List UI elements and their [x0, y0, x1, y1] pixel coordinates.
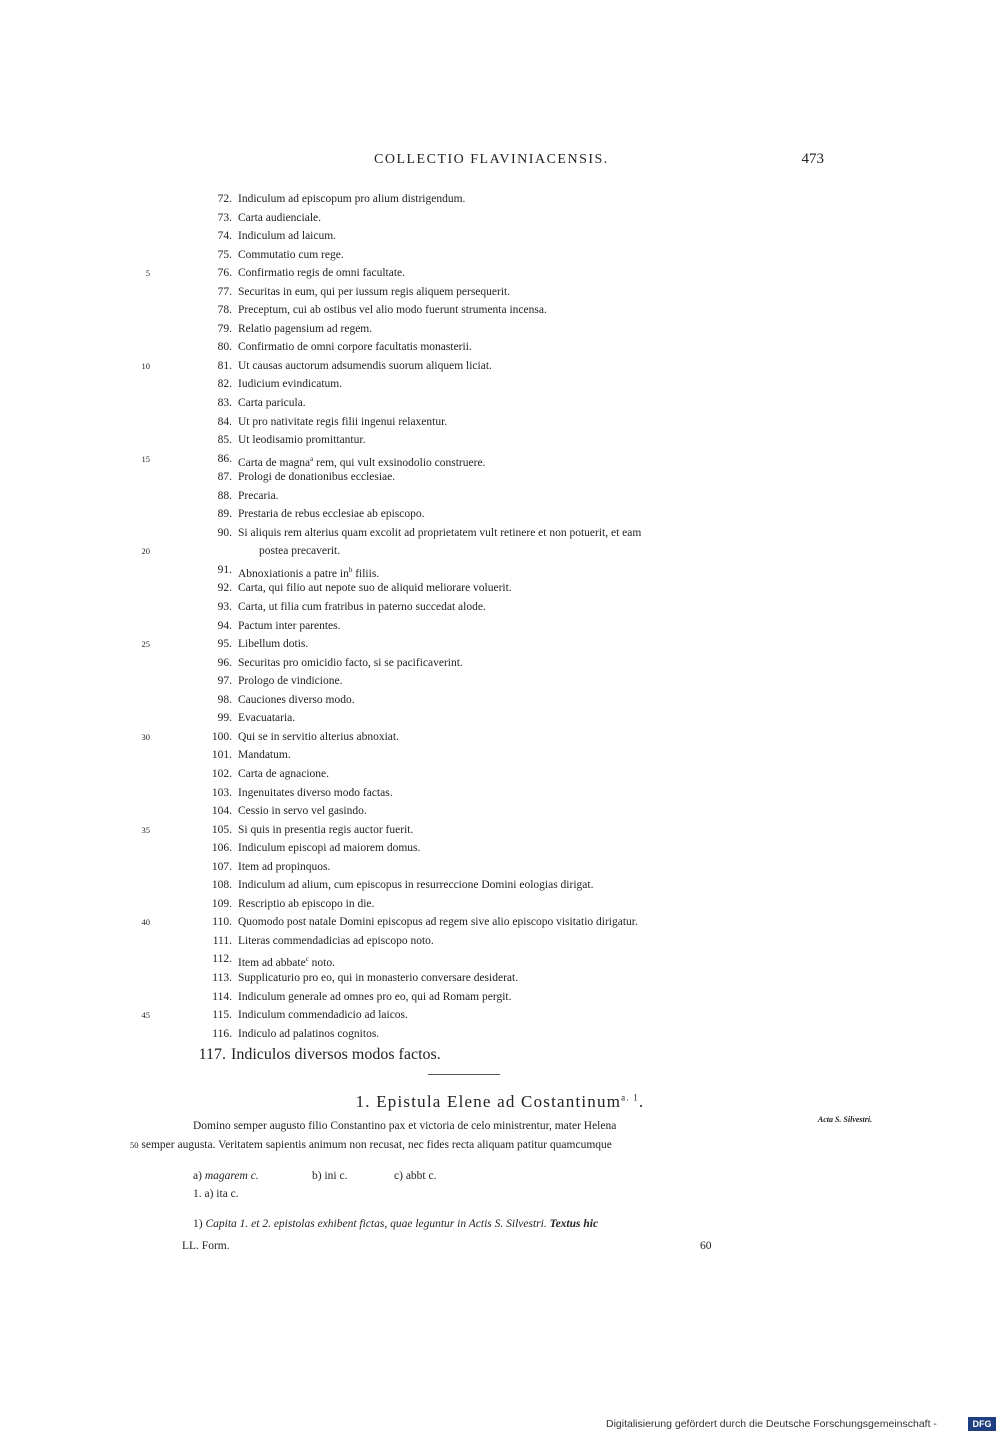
- toc-entry: [0, 338, 1000, 357]
- toc-number: 96.: [217, 656, 232, 669]
- toc-text: Securitas in eum, qui per iussum regis aliquem persequerit.: [238, 285, 511, 298]
- toc-number: 79.: [217, 322, 232, 335]
- toc-text: Cauciones diverso modo.: [238, 693, 355, 706]
- toc-text: Quomodo post natale Domini episcopus ad regem sive alio episcopo visitatio dirigatur.: [238, 916, 638, 929]
- toc-text: Abnoxiationis a patre $in^b$ filiis.: [238, 565, 380, 580]
- toc-text: Indiculum episcopi ad maiorem domus.: [238, 842, 421, 855]
- toc-number: 76.: [217, 267, 232, 280]
- toc-number: 97.: [217, 675, 232, 688]
- toc-number: 84.: [217, 415, 232, 428]
- toc-text: Si quis in presentia regis auctor fuerit.: [238, 823, 414, 836]
- toc-entry: [0, 895, 1000, 914]
- toc-number: 72.: [217, 193, 232, 205]
- toc-number: 101.: [211, 749, 232, 762]
- toc-number: 90.: [217, 526, 232, 539]
- toc-text: Carta de magna$^a$ rem, qui vult exsinodolio construere.: [238, 454, 486, 469]
- toc-text: Carta paricula.: [238, 397, 306, 410]
- table-of-contents: [0, 190, 1000, 1067]
- toc-entry: [0, 654, 1000, 673]
- toc-number: 80.: [217, 341, 232, 354]
- toc-entry: [0, 264, 1000, 283]
- toc-entry: [0, 394, 1000, 413]
- toc-entry: [0, 487, 1000, 506]
- toc-number: 88.: [217, 489, 232, 502]
- toc-number: 91.: [217, 563, 232, 576]
- toc-number: 95.: [217, 638, 232, 651]
- toc-number: 104.: [211, 805, 232, 818]
- toc-number: 100.: [211, 730, 232, 743]
- toc-number: 74.: [217, 230, 232, 243]
- toc-entry: [0, 876, 1000, 895]
- toc-text: Carta, ut filia cum fratribus in paterno succedat alode.: [238, 601, 486, 614]
- toc-number: 85.: [217, 434, 232, 447]
- toc-entry: [0, 524, 1000, 543]
- toc-text: postea precaverit.: [259, 545, 341, 558]
- toc-entry: [0, 746, 1000, 765]
- footnote: 1) Capita 1. et 2. epistolas exhibent fictas, quae leguntur in Actis S. Silvestri. Textus hic: [193, 1218, 599, 1230]
- toc-number: 83.: [217, 397, 232, 410]
- toc-entry: [0, 728, 1000, 747]
- toc-entry: [0, 542, 1000, 561]
- toc-entry: [0, 301, 1000, 320]
- toc-entry: [0, 988, 1000, 1007]
- toc-number: 78.: [217, 304, 232, 317]
- toc-number: 94.: [217, 619, 232, 632]
- toc-entry: [0, 932, 1000, 951]
- toc-number: 113.: [212, 971, 232, 984]
- line-number: 15: [141, 453, 150, 464]
- toc-entry: [0, 1006, 1000, 1025]
- toc-entry: [0, 617, 1000, 636]
- toc-text: Indiculos diversos modos factos.: [231, 1046, 441, 1064]
- toc-number: 99.: [217, 712, 232, 725]
- dfg-credit: Digitalisierung gefördert durch die Deutsche Forschungsgemeinschaft -: [606, 1418, 937, 1430]
- toc-number: 106.: [211, 842, 232, 855]
- toc-text: Qui se in servitio alterius abnoxiat.: [238, 730, 399, 743]
- toc-entry: [0, 1043, 1000, 1067]
- toc-number: 81.: [217, 359, 232, 372]
- toc-number: 108.: [211, 879, 232, 892]
- toc-text: Prologi de donationibus ecclesiae.: [238, 471, 396, 484]
- toc-text: Indiculum ad episcopum pro alium distrigendum.: [238, 193, 466, 205]
- variant-note: c) abbt c.: [394, 1170, 437, 1182]
- line-number: 50: [130, 1140, 139, 1150]
- toc-entry: [0, 227, 1000, 246]
- toc-text: Ingenuitates diverso modo factas.: [238, 786, 393, 799]
- toc-number: 75.: [217, 248, 232, 261]
- toc-text: Carta, qui filio aut nepote suo de aliquid meliorare voluerit.: [238, 582, 512, 595]
- body-line-text: Domino semper augusto filio Constantino pax et victoria de celo ministrentur, mater Helena: [193, 1120, 617, 1132]
- toc-number: 116.: [212, 1027, 232, 1040]
- toc-entry: [0, 635, 1000, 654]
- line-number: 5: [145, 268, 150, 279]
- toc-number: 82.: [217, 378, 232, 391]
- toc-entry: [0, 450, 1000, 469]
- toc-text: Libellum dotis.: [238, 638, 309, 651]
- body-line-text: semper augusta. Veritatem sapientis animum non recusat, nec fides recta aliquam patitur quamcumque: [141, 1139, 612, 1151]
- toc-entry: [0, 505, 1000, 524]
- toc-entry: [0, 283, 1000, 302]
- toc-number: 112.: [212, 953, 232, 966]
- section-divider: [428, 1074, 500, 1075]
- toc-text: Item ad propinquos.: [238, 860, 331, 873]
- section-title: [0, 1092, 1000, 1112]
- toc-number: 107.: [211, 860, 232, 873]
- toc-text: Cessio in servo vel gasindo.: [238, 805, 367, 818]
- toc-number: 110.: [212, 916, 232, 929]
- footer-sheet-number: 60: [700, 1240, 712, 1252]
- dfg-logo-icon: DFG: [968, 1417, 996, 1431]
- toc-text: Relatio pagensium ad regem.: [238, 322, 373, 335]
- toc-text: Supplicaturio pro eo, qui in monasterio conversare desiderat.: [238, 971, 519, 984]
- toc-text: Ut causas auctorum adsumendis suorum aliquem liciat.: [238, 359, 492, 372]
- toc-number: 102.: [211, 767, 232, 780]
- toc-entry: [0, 413, 1000, 432]
- running-title: COLLECTIO FLAVINIACENSIS.: [374, 152, 609, 167]
- toc-entry: [0, 839, 1000, 858]
- toc-text: Si aliquis rem alterius quam excolit ad proprietatem vult retinere et non potuerit, et eam: [238, 526, 642, 539]
- toc-number: 86.: [217, 452, 232, 465]
- toc-entry: [0, 375, 1000, 394]
- line-number: 25: [141, 639, 150, 650]
- toc-number: 93.: [217, 601, 232, 614]
- toc-entry: [0, 468, 1000, 487]
- toc-entry: [0, 802, 1000, 821]
- toc-text: Preceptum, cui ab ostibus vel alio modo fuerunt strumenta incensa.: [238, 304, 547, 317]
- toc-number: 87.: [217, 471, 232, 484]
- toc-number: 105.: [211, 823, 232, 836]
- toc-text: Confirmatio de omni corpore facultatis monasterii.: [238, 341, 472, 354]
- toc-entry: [0, 579, 1000, 598]
- toc-text: Confirmatio regis de omni facultate.: [238, 267, 406, 280]
- toc-text: Carta audienciale.: [238, 211, 322, 224]
- section-title-text: Epistula Elene ad Costantinum: [376, 1092, 622, 1111]
- toc-number: 109.: [211, 897, 232, 910]
- body-line: [193, 1120, 616, 1132]
- toc-text: Rescriptio ab episcopo in die.: [238, 897, 375, 910]
- toc-entry: [0, 765, 1000, 784]
- line-number: 45: [141, 1010, 150, 1021]
- toc-number: 89.: [217, 508, 232, 521]
- toc-text: Literas commendadicias ad episcopo noto.: [238, 934, 434, 947]
- line-number: 10: [141, 360, 150, 371]
- toc-text: Pactum inter parentes.: [238, 619, 341, 632]
- toc-number: 111.: [212, 934, 232, 947]
- toc-text: Iudicium evindicatum.: [238, 378, 343, 391]
- toc-number: 73.: [217, 211, 232, 224]
- line-number: 20: [141, 546, 150, 557]
- toc-text: Indiculum commendadicio ad laicos.: [238, 1009, 408, 1022]
- toc-text: Indiculum generale ad omnes pro eo, qui ad Romam pergit.: [238, 990, 512, 1003]
- toc-number: 117.: [198, 1046, 226, 1064]
- toc-text: Ut leodisamio promittantur.: [238, 434, 366, 447]
- footnote-ref: b: [348, 565, 353, 574]
- line-number: 40: [141, 917, 150, 928]
- toc-text: Indiculum ad laicum.: [238, 230, 337, 243]
- toc-entry: [0, 913, 1000, 932]
- toc-entry: [0, 561, 1000, 580]
- toc-text: Evacuataria.: [238, 712, 296, 725]
- toc-entry: [0, 784, 1000, 803]
- toc-text: Indiculum ad alium, cum episcopus in resurreccione Domini eologias dirigat.: [238, 879, 594, 892]
- toc-entry: [0, 691, 1000, 710]
- variant-note: b) ini c.: [312, 1170, 348, 1182]
- toc-entry: [0, 969, 1000, 988]
- toc-text: Securitas pro omicidio facto, si se pacificaverint.: [238, 656, 463, 669]
- footnote-ref: c: [305, 955, 309, 964]
- toc-text: Mandatum.: [238, 749, 291, 762]
- toc-entry: [0, 672, 1000, 691]
- toc-text: Prologo de vindicione.: [238, 675, 343, 688]
- toc-text: Commutatio cum rege.: [238, 248, 344, 261]
- variant-note: 1. a) ita c.: [193, 1188, 239, 1200]
- toc-entry: [0, 190, 1000, 209]
- toc-number: 115.: [212, 1009, 232, 1022]
- toc-text: Indiculo ad palatinos cognitos.: [238, 1027, 380, 1040]
- body-line: [130, 1139, 612, 1151]
- toc-text: Precaria.: [238, 489, 279, 502]
- toc-entry: [0, 709, 1000, 728]
- toc-number: 98.: [217, 693, 232, 706]
- margin-note: Acta S. Silvestri.: [817, 1115, 873, 1124]
- toc-number: 77.: [217, 285, 232, 298]
- toc-entry: [0, 320, 1000, 339]
- toc-text: Ut pro nativitate regis filii ingenui relaxentur.: [238, 415, 448, 428]
- toc-number: 103.: [211, 786, 232, 799]
- line-number: 35: [141, 824, 150, 835]
- page-number: 473: [801, 151, 824, 167]
- toc-entry: [0, 209, 1000, 228]
- toc-entry: [0, 246, 1000, 265]
- toc-text: Prestaria de rebus ecclesiae ab episcopo.: [238, 508, 425, 521]
- toc-number: 114.: [212, 990, 232, 1003]
- footnote-ref: a: [310, 454, 314, 463]
- toc-entry: [0, 858, 1000, 877]
- variant-note: a) magarem c.: [193, 1170, 259, 1182]
- line-number: 30: [141, 731, 150, 742]
- toc-entry: [0, 598, 1000, 617]
- toc-entry: [0, 950, 1000, 969]
- toc-text: Carta de agnacione.: [238, 767, 329, 780]
- toc-entry: [0, 357, 1000, 376]
- toc-entry: [0, 821, 1000, 840]
- footer-signature: LL. Form.: [182, 1240, 230, 1252]
- toc-entry: [0, 1025, 1000, 1044]
- toc-text: Item ad abbate$^c$ noto.: [238, 955, 335, 970]
- section-number: 1.: [355, 1092, 371, 1111]
- toc-number: 92.: [217, 582, 232, 595]
- section-title-suffix: .: [638, 1092, 645, 1111]
- section-title-sup: a. 1: [621, 1092, 639, 1103]
- running-header: [374, 152, 824, 172]
- toc-entry: [0, 431, 1000, 450]
